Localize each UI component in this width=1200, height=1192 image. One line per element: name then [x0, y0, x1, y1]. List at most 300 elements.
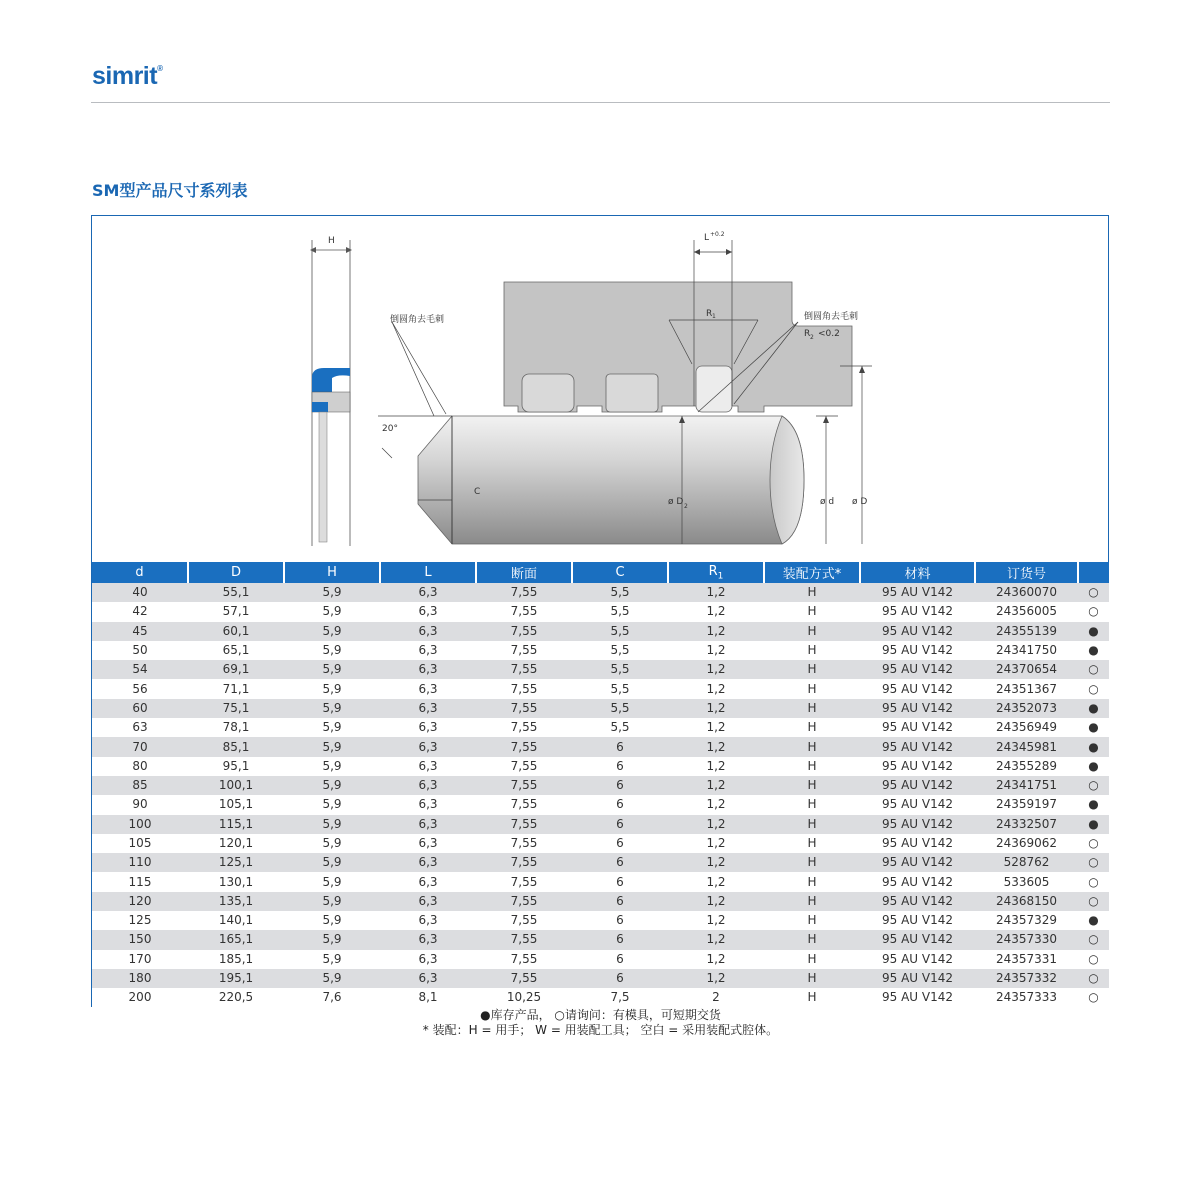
table-cell: 24355289	[975, 757, 1078, 776]
table-cell: 95 AU V142	[860, 892, 975, 911]
table-cell: 5,5	[572, 641, 668, 660]
table-cell: 95 AU V142	[860, 679, 975, 698]
table-cell: 24352073	[975, 699, 1078, 718]
label-chamfer-right: 倒圆角去毛刺	[804, 312, 859, 322]
table-row	[92, 679, 1109, 698]
table-cell: 24357333	[975, 988, 1078, 1007]
table-cell: H	[764, 853, 860, 872]
footnotes	[91, 1008, 1110, 1038]
col-material: 材料	[860, 562, 975, 583]
table-cell: H	[764, 969, 860, 988]
table-cell: 95 AU V142	[860, 757, 975, 776]
table-cell: 5,9	[284, 737, 380, 756]
table-cell: 115	[92, 872, 188, 891]
table-cell: 6	[572, 872, 668, 891]
table-cell: 24357332	[975, 969, 1078, 988]
table-cell: H	[764, 757, 860, 776]
table-cell: 6,3	[380, 795, 476, 814]
table-cell: 6,3	[380, 699, 476, 718]
label-angle: 20°	[382, 424, 398, 434]
label-l-tolerance: +0.2	[710, 231, 725, 238]
availability-mark: ●	[1078, 699, 1109, 718]
table-cell: 100,1	[188, 776, 284, 795]
table-row	[92, 718, 1109, 737]
table-cell: 78,1	[188, 718, 284, 737]
table-cell: 6,3	[380, 737, 476, 756]
table-cell: 5,5	[572, 679, 668, 698]
table-cell: 2	[668, 988, 764, 1007]
table-cell: 6	[572, 911, 668, 930]
availability-mark: ○	[1078, 930, 1109, 949]
table-header-row	[92, 562, 1109, 583]
table-cell: 150	[92, 930, 188, 949]
table-cell: 6,3	[380, 641, 476, 660]
table-cell: 7,5	[572, 988, 668, 1007]
table-cell: 5,9	[284, 583, 380, 602]
table-cell: 40	[92, 583, 188, 602]
table-cell: 7,55	[476, 641, 572, 660]
table-cell: 6	[572, 930, 668, 949]
table-cell: 50	[92, 641, 188, 660]
table-cell: 6	[572, 892, 668, 911]
table-cell: 5,9	[284, 911, 380, 930]
table-row	[92, 950, 1109, 969]
table-cell: 7,55	[476, 911, 572, 930]
label-d2-sub: 2	[684, 503, 688, 510]
table-cell: 7,55	[476, 679, 572, 698]
table-cell: 95 AU V142	[860, 911, 975, 930]
table-cell: 6	[572, 795, 668, 814]
table-row	[92, 892, 1109, 911]
table-cell: 24341751	[975, 776, 1078, 795]
label-h: H	[328, 236, 335, 246]
table-cell: 6,3	[380, 950, 476, 969]
col-D: D	[188, 562, 284, 583]
table-cell: 57,1	[188, 602, 284, 621]
table-cell: 6,3	[380, 718, 476, 737]
table-cell: 85,1	[188, 737, 284, 756]
table-cell: 5,9	[284, 679, 380, 698]
table-cell: 528762	[975, 853, 1078, 872]
table-cell: 80	[92, 757, 188, 776]
table-cell: 1,2	[668, 757, 764, 776]
availability-mark: ●	[1078, 737, 1109, 756]
table-cell: 6	[572, 834, 668, 853]
table-cell: 125	[92, 911, 188, 930]
table-cell: 120,1	[188, 834, 284, 853]
label-r2: R	[804, 329, 811, 339]
table-cell: 1,2	[668, 641, 764, 660]
table-cell: H	[764, 950, 860, 969]
label-l: L	[704, 233, 710, 243]
table-cell: 71,1	[188, 679, 284, 698]
table-cell: 6	[572, 776, 668, 795]
table-cell: 1,2	[668, 660, 764, 679]
table-cell: 5,9	[284, 930, 380, 949]
table-cell: H	[764, 776, 860, 795]
table-cell: 95 AU V142	[860, 583, 975, 602]
logo-text: simrit	[92, 62, 158, 90]
table-cell: 6	[572, 950, 668, 969]
table-cell: H	[764, 699, 860, 718]
table-cell: 7,6	[284, 988, 380, 1007]
table-cell: 1,2	[668, 718, 764, 737]
availability-mark: ○	[1078, 602, 1109, 621]
table-cell: 140,1	[188, 911, 284, 930]
table-cell: 170	[92, 950, 188, 969]
table-cell: 5,9	[284, 815, 380, 834]
col-assembly: 装配方式*	[764, 562, 860, 583]
installation-diagram	[92, 216, 1108, 562]
table-cell: 1,2	[668, 583, 764, 602]
table-cell: 5,9	[284, 660, 380, 679]
availability-mark: ○	[1078, 892, 1109, 911]
table-cell: 7,55	[476, 699, 572, 718]
table-cell: 7,55	[476, 622, 572, 641]
col-d: d	[92, 562, 188, 583]
table-cell: 5,9	[284, 602, 380, 621]
table-cell: 75,1	[188, 699, 284, 718]
table-cell: 7,55	[476, 969, 572, 988]
table-cell: 1,2	[668, 679, 764, 698]
col-l: L	[380, 562, 476, 583]
col-h: H	[284, 562, 380, 583]
table-row	[92, 853, 1109, 872]
table-cell: 5,9	[284, 969, 380, 988]
table-cell: 7,55	[476, 660, 572, 679]
table-cell: 105	[92, 834, 188, 853]
label-chamfer-left: 倒圆角去毛刺	[390, 315, 445, 325]
table-cell: 135,1	[188, 892, 284, 911]
col-order-no: 订货号	[975, 562, 1078, 583]
table-cell: 7,55	[476, 872, 572, 891]
table-cell: 5,5	[572, 718, 668, 737]
table-cell: 24356949	[975, 718, 1078, 737]
table-cell: 130,1	[188, 872, 284, 891]
table-cell: 45	[92, 622, 188, 641]
table-cell: H	[764, 834, 860, 853]
table-cell: 5,5	[572, 622, 668, 641]
table-cell: 95 AU V142	[860, 969, 975, 988]
availability-mark: ●	[1078, 622, 1109, 641]
availability-mark: ○	[1078, 950, 1109, 969]
label-r2-value: <0.2	[818, 329, 840, 339]
table-cell: 6,3	[380, 679, 476, 698]
table-cell: 5,9	[284, 950, 380, 969]
table-cell: 95 AU V142	[860, 815, 975, 834]
table-cell: 5,9	[284, 795, 380, 814]
availability-mark: ●	[1078, 718, 1109, 737]
table-row	[92, 602, 1109, 621]
table-cell: 180	[92, 969, 188, 988]
table-cell: 42	[92, 602, 188, 621]
table-cell: 60,1	[188, 622, 284, 641]
table-cell: 6,3	[380, 757, 476, 776]
label-D: ø D	[852, 497, 868, 507]
table-cell: 95 AU V142	[860, 602, 975, 621]
availability-mark: ●	[1078, 815, 1109, 834]
table-cell: 6,3	[380, 969, 476, 988]
table-cell: 6,3	[380, 872, 476, 891]
table-cell: H	[764, 795, 860, 814]
table-cell: 1,2	[668, 815, 764, 834]
table-cell: 7,55	[476, 737, 572, 756]
table-cell: 5,9	[284, 757, 380, 776]
table-cell: 95 AU V142	[860, 660, 975, 679]
availability-mark: ○	[1078, 988, 1109, 1007]
table-cell: 125,1	[188, 853, 284, 872]
table-cell: H	[764, 660, 860, 679]
table-cell: 7,55	[476, 602, 572, 621]
table-cell: 6	[572, 969, 668, 988]
availability-mark: ●	[1078, 757, 1109, 776]
table-row	[92, 660, 1109, 679]
table-cell: 185,1	[188, 950, 284, 969]
table-cell: 1,2	[668, 892, 764, 911]
table-cell: 1,2	[668, 776, 764, 795]
table-cell: 5,5	[572, 660, 668, 679]
table-cell: 7,55	[476, 776, 572, 795]
availability-mark: ○	[1078, 969, 1109, 988]
table-cell: 100	[92, 815, 188, 834]
availability-mark: ●	[1078, 641, 1109, 660]
table-cell: 24370654	[975, 660, 1078, 679]
table-cell: 24355139	[975, 622, 1078, 641]
table-cell: 54	[92, 660, 188, 679]
table-cell: 195,1	[188, 969, 284, 988]
table-cell: 6,3	[380, 853, 476, 872]
table-cell: 200	[92, 988, 188, 1007]
table-cell: 1,2	[668, 834, 764, 853]
table-row	[92, 872, 1109, 891]
table-cell: 533605	[975, 872, 1078, 891]
table-row	[92, 641, 1109, 660]
table-cell: H	[764, 930, 860, 949]
table-cell: 6	[572, 853, 668, 872]
availability-mark: ○	[1078, 834, 1109, 853]
availability-mark: ○	[1078, 679, 1109, 698]
table-row	[92, 930, 1109, 949]
table-row	[92, 699, 1109, 718]
availability-mark: ○	[1078, 853, 1109, 872]
table-cell: 65,1	[188, 641, 284, 660]
table-cell: 24351367	[975, 679, 1078, 698]
table-cell: 95 AU V142	[860, 622, 975, 641]
table-cell: 8,1	[380, 988, 476, 1007]
table-cell: 6	[572, 737, 668, 756]
table-cell: 1,2	[668, 872, 764, 891]
table-cell: H	[764, 622, 860, 641]
simrit-logo	[92, 62, 163, 91]
table-cell: 5,9	[284, 699, 380, 718]
col-availability	[1078, 562, 1109, 583]
table-cell: 5,5	[572, 602, 668, 621]
table-cell: 24357329	[975, 911, 1078, 930]
table-cell: 7,55	[476, 834, 572, 853]
table-cell: 95 AU V142	[860, 930, 975, 949]
table-cell: 1,2	[668, 622, 764, 641]
table-cell: 6,3	[380, 602, 476, 621]
table-cell: 115,1	[188, 815, 284, 834]
table-cell: 6,3	[380, 776, 476, 795]
table-cell: 7,55	[476, 795, 572, 814]
table-cell: 24345981	[975, 737, 1078, 756]
table-cell: 5,9	[284, 622, 380, 641]
table-cell: 1,2	[668, 737, 764, 756]
table-row	[92, 776, 1109, 795]
table-row	[92, 815, 1109, 834]
table-cell: H	[764, 737, 860, 756]
table-cell: 6,3	[380, 815, 476, 834]
table-cell: 95 AU V142	[860, 699, 975, 718]
shaft	[418, 416, 804, 544]
label-c: C	[474, 487, 481, 497]
table-row	[92, 795, 1109, 814]
table-cell: 56	[92, 679, 188, 698]
table-cell: H	[764, 815, 860, 834]
table-cell: 63	[92, 718, 188, 737]
availability-mark: ○	[1078, 583, 1109, 602]
housing	[504, 282, 852, 412]
assembly-legend: * 装配：H = 用手； W = 用装配工具； 空白 = 采用装配式腔体。	[422, 1023, 779, 1037]
label-r2-sub: 2	[810, 334, 814, 341]
table-cell: 95 AU V142	[860, 988, 975, 1007]
table-cell: 1,2	[668, 950, 764, 969]
label-r1-sub: 1	[712, 313, 716, 320]
table-cell: 1,2	[668, 969, 764, 988]
table-cell: 85	[92, 776, 188, 795]
table-cell: 5,9	[284, 834, 380, 853]
table-cell: 24369062	[975, 834, 1078, 853]
table-cell: H	[764, 718, 860, 737]
table-cell: 24357331	[975, 950, 1078, 969]
table-row	[92, 757, 1109, 776]
dimension-table	[92, 562, 1109, 1008]
table-cell: 1,2	[668, 930, 764, 949]
table-cell: 95 AU V142	[860, 737, 975, 756]
availability-mark: ●	[1078, 911, 1109, 930]
table-cell: H	[764, 641, 860, 660]
table-cell: 6,3	[380, 660, 476, 679]
table-cell: 6,3	[380, 834, 476, 853]
table-cell: 1,2	[668, 602, 764, 621]
label-d2: ø D	[668, 497, 684, 507]
table-cell: H	[764, 583, 860, 602]
table-row	[92, 988, 1109, 1007]
table-cell: 1,2	[668, 853, 764, 872]
table-cell: 24341750	[975, 641, 1078, 660]
table-cell: 7,55	[476, 815, 572, 834]
table-cell: 5,5	[572, 699, 668, 718]
table-cell: H	[764, 602, 860, 621]
table-cell: 70	[92, 737, 188, 756]
table-cell: 6,3	[380, 892, 476, 911]
table-cell: 6,3	[380, 930, 476, 949]
table-cell: 55,1	[188, 583, 284, 602]
table-cell: 6,3	[380, 911, 476, 930]
col-section: 断面	[476, 562, 572, 583]
table-cell: 165,1	[188, 930, 284, 949]
availability-mark: ●	[1078, 795, 1109, 814]
availability-mark: ○	[1078, 872, 1109, 891]
table-cell: H	[764, 911, 860, 930]
table-cell: 5,9	[284, 872, 380, 891]
table-cell: 7,55	[476, 930, 572, 949]
table-cell: 24357330	[975, 930, 1078, 949]
table-row	[92, 834, 1109, 853]
table-cell: 110	[92, 853, 188, 872]
table-cell: H	[764, 679, 860, 698]
registered-mark: ®	[157, 64, 163, 73]
label-d: ø d	[820, 497, 835, 507]
availability-mark: ○	[1078, 776, 1109, 795]
table-row	[92, 622, 1109, 641]
table-cell: 24332507	[975, 815, 1078, 834]
col-r1: $R_1$	[668, 562, 764, 583]
header-divider	[91, 102, 1110, 103]
table-cell: 5,5	[572, 583, 668, 602]
availability-mark: ○	[1078, 660, 1109, 679]
table-cell: 95 AU V142	[860, 853, 975, 872]
table-cell: 24360070	[975, 583, 1078, 602]
table-row	[92, 583, 1109, 602]
table-cell: 7,55	[476, 892, 572, 911]
table-cell: 220,5	[188, 988, 284, 1007]
table-cell: 90	[92, 795, 188, 814]
label-r1: R	[706, 309, 713, 319]
table-cell: 6,3	[380, 583, 476, 602]
seal-section	[310, 236, 352, 546]
table-cell: 95,1	[188, 757, 284, 776]
table-cell: 5,9	[284, 641, 380, 660]
table-cell: 69,1	[188, 660, 284, 679]
table-cell: 5,9	[284, 853, 380, 872]
table-cell: 5,9	[284, 776, 380, 795]
table-cell: 1,2	[668, 911, 764, 930]
table-cell: 1,2	[668, 795, 764, 814]
table-cell: 95 AU V142	[860, 872, 975, 891]
table-cell: 60	[92, 699, 188, 718]
availability-legend: ●库存产品， ○请询问：有模具，可短期交货	[480, 1008, 721, 1022]
table-cell: 95 AU V142	[860, 776, 975, 795]
table-cell: 7,55	[476, 950, 572, 969]
table-cell: 6,3	[380, 622, 476, 641]
table-cell: H	[764, 892, 860, 911]
table-cell: 24356005	[975, 602, 1078, 621]
table-cell: 95 AU V142	[860, 641, 975, 660]
table-cell: 24359197	[975, 795, 1078, 814]
table-cell: 7,55	[476, 853, 572, 872]
table-cell: 6	[572, 815, 668, 834]
table-cell: 95 AU V142	[860, 834, 975, 853]
table-cell: 95 AU V142	[860, 950, 975, 969]
table-cell: 95 AU V142	[860, 795, 975, 814]
table-row	[92, 969, 1109, 988]
table-cell: 24368150	[975, 892, 1078, 911]
table-row	[92, 737, 1109, 756]
table-cell: 7,55	[476, 757, 572, 776]
table-cell: 105,1	[188, 795, 284, 814]
page-title: SM型产品尺寸系列表	[92, 181, 248, 200]
table-cell: 120	[92, 892, 188, 911]
table-cell: 10,25	[476, 988, 572, 1007]
table-cell: 7,55	[476, 583, 572, 602]
table-row	[92, 911, 1109, 930]
col-c: C	[572, 562, 668, 583]
table-cell: 7,55	[476, 718, 572, 737]
table-cell: H	[764, 872, 860, 891]
table-cell: 5,9	[284, 892, 380, 911]
